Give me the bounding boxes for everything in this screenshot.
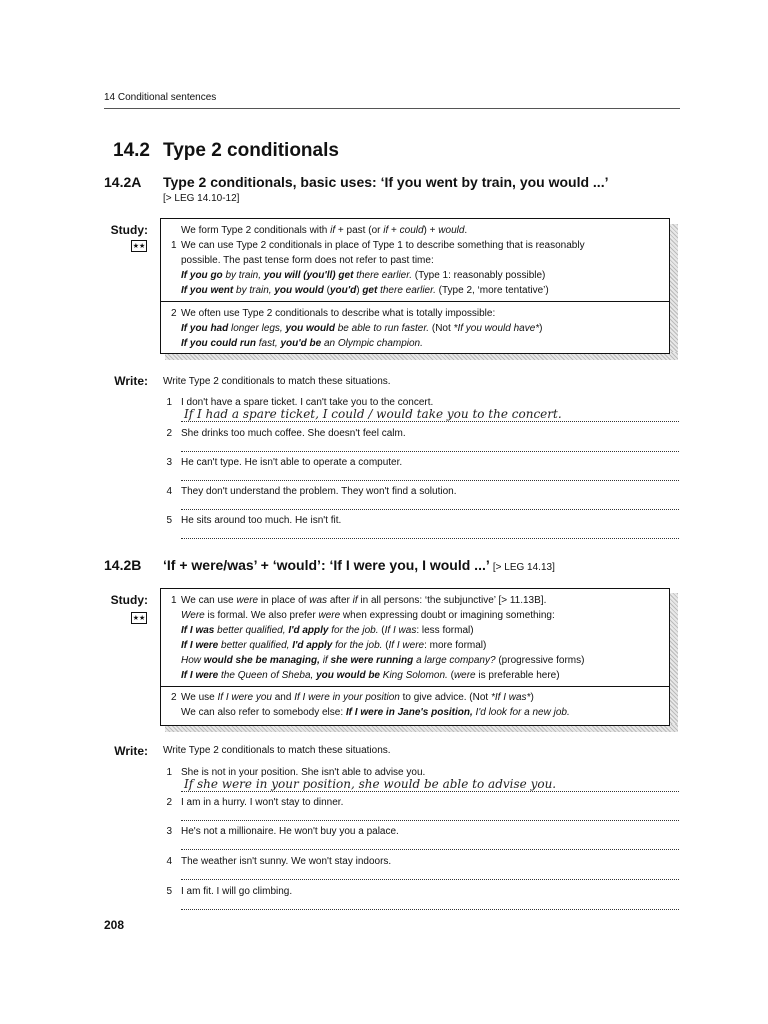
exercise-prompt: I am in a hurry. I won't stay to dinner. [181, 797, 344, 808]
write-label-a: Write: [114, 374, 148, 388]
exercise-number: 5 [166, 515, 172, 526]
exercise-prompt: She drinks too much coffee. She doesn't feel calm. [181, 428, 406, 439]
answer-line[interactable] [181, 909, 679, 910]
part-b-title: ‘If + were/was’ + ‘would’: ‘If I were you, I would ...’ [163, 557, 489, 573]
instruction-b: Write Type 2 conditionals to match these situations. [163, 745, 391, 756]
write-label-b: Write: [114, 744, 148, 758]
exercise-prompt: I don't have a spare ticket. I can't take you to the concert. [181, 397, 434, 408]
part-a-number: 14.2A [104, 174, 142, 190]
box-shadow [670, 224, 678, 358]
instruction-a: Write Type 2 conditionals to match these situations. [163, 376, 391, 387]
study-b-example: If I were the Queen of Sheba, you would be King Solomon. (were is preferable here) [181, 670, 560, 681]
study-b-example: If I was better qualified, I'd apply for the job. (If I was: less formal) [181, 625, 474, 636]
answer-line[interactable] [181, 791, 679, 792]
box-divider [161, 686, 669, 687]
box-shadow [670, 593, 678, 731]
study-box-b [160, 588, 670, 726]
study-a-example: If you went by train, you would (you'd) get there earlier. (Type 2, ‘more tentative’) [181, 285, 549, 296]
exercise-prompt: The weather isn't sunny. We won't stay indoors. [181, 856, 392, 867]
point-number: 2 [171, 308, 177, 319]
answer-line[interactable] [181, 451, 679, 452]
exercise-prompt: They don't understand the problem. They won't find a solution. [181, 486, 457, 497]
two-star-level-icon: ★★ [132, 242, 146, 250]
page-number: 208 [104, 918, 125, 932]
exercise-number: 2 [166, 428, 172, 439]
study-a-line: We can use Type 2 conditionals in place of Type 1 to describe something that is reasonably [181, 240, 585, 251]
point-number: 1 [171, 240, 177, 251]
study-a-example: If you go by train, you will (you'll) get there earlier. (Type 1: reasonably possible) [181, 270, 546, 281]
answer-line[interactable] [181, 480, 679, 481]
exercise-number: 4 [166, 486, 172, 497]
study-a-line: We often use Type 2 conditionals to describe what is totally impossible: [181, 308, 496, 319]
exercise-prompt: I am fit. I will go climbing. [181, 886, 293, 897]
part-a-title: Type 2 conditionals, basic uses: ‘If you went by train, you would ...’ [163, 174, 609, 190]
exercise-prompt: She is not in your position. She isn't able to advise you. [181, 767, 426, 778]
study-a-example: If you had longer legs, you would be able to run faster. (Not *If you would have*) [181, 323, 543, 334]
section-title: Type 2 conditionals [163, 140, 339, 161]
answer-line[interactable] [181, 820, 679, 821]
exercise-prompt: He can't type. He isn't able to operate a computer. [181, 457, 403, 468]
part-b-number: 14.2B [104, 557, 142, 573]
point-number: 1 [171, 595, 177, 606]
exercise-number: 3 [166, 457, 172, 468]
answer-line[interactable] [181, 509, 679, 510]
exercise-prompt: He's not a millionaire. He won't buy you a palace. [181, 826, 399, 837]
study-b-line: Were is formal. We also prefer were when expressing doubt or imagining something: [181, 610, 555, 621]
exercise-number: 1 [166, 397, 172, 408]
study-label-b: Study: [110, 593, 148, 607]
exercise-number: 4 [166, 856, 172, 867]
section-number: 14.2 [113, 140, 150, 161]
exercise-number: 2 [166, 797, 172, 808]
exercise-number: 1 [166, 767, 172, 778]
running-head: 14 Conditional sentences [104, 92, 217, 103]
study-b-example: How would she be managing, if she were running a large company? (progressive forms) [181, 655, 585, 666]
answer-line[interactable] [181, 538, 679, 539]
two-star-level-icon: ★★ [132, 614, 146, 622]
study-a-line: We form Type 2 conditionals with if + past (or if + could) + would. [181, 225, 468, 236]
answer-line[interactable] [181, 849, 679, 850]
answer-line[interactable] [181, 879, 679, 880]
study-box-a [160, 218, 670, 354]
study-label-a: Study: [110, 223, 148, 237]
exercise-prompt: He sits around too much. He isn't fit. [181, 515, 342, 526]
study-a-example: If you could run fast, you'd be an Olympic champion. [181, 338, 423, 349]
handwritten-answer: If she were in your position, she would be able to advise you. [184, 777, 557, 791]
exercise-number: 3 [166, 826, 172, 837]
study-b-line: We can use were in place of was after if in all persons: ‘the subjunctive’ [> 11.13B]. [181, 595, 547, 606]
header-rule [104, 108, 680, 109]
answer-line[interactable] [181, 421, 679, 422]
part-b-heading [163, 557, 555, 573]
study-a-line: possible. The past tense form does not refer to past time: [181, 255, 434, 266]
study-b-example: If I were better qualified, I'd apply for the job. (If I were: more formal) [181, 640, 487, 651]
exercise-number: 5 [166, 886, 172, 897]
study-b-line: We use If I were you and If I were in your position to give advice. (Not *If I was*) [181, 692, 534, 703]
box-divider [161, 301, 669, 302]
part-a-reference: [> LEG 14.10-12] [163, 193, 240, 204]
part-b-reference: [> LEG 14.13] [492, 562, 555, 573]
study-b-line: We can also refer to somebody else: If I were in Jane's position, I'd look for a new job. [181, 707, 570, 718]
handwritten-answer: If I had a spare ticket, I could / would take you to the concert. [184, 407, 562, 421]
point-number: 2 [171, 692, 177, 703]
